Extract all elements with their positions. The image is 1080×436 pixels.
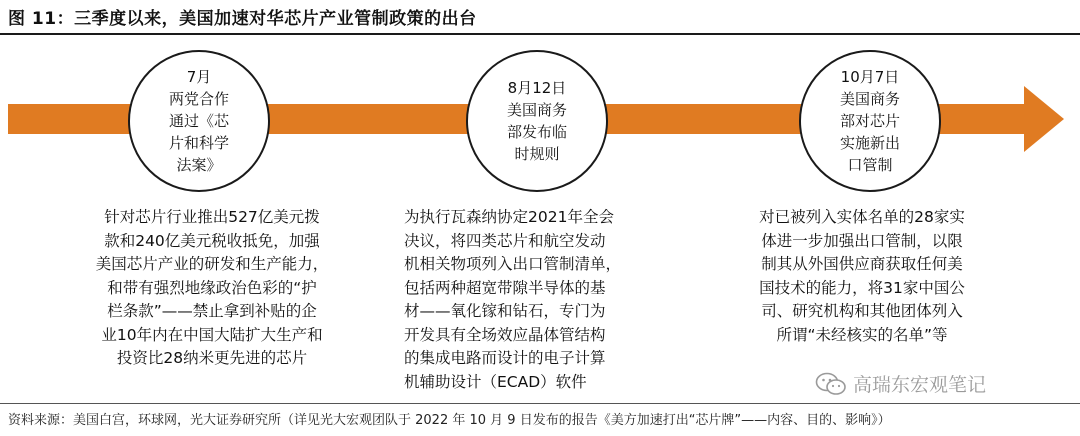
node-date: 8月12日 (507, 79, 567, 97)
timeline-node-oct-7 (799, 50, 941, 192)
timeline-arrow-head (1024, 86, 1064, 152)
node-event: 两党合作 通过《芯 片和科学 法案》 (168, 90, 229, 174)
watermark-text: 高瑞东宏观笔记 (853, 374, 987, 396)
description-july: 针对芯片行业推出527亿美元拨 款和240亿美元税收抵免，加强 美国芯片产业的研发和生产能力， 和带有强烈地缘政治色彩的“护 栏条款”——禁止拿到补贴的企 业10年内在中国大陆扩大生产和 投资比28纳米更先进的芯片 (95, 208, 329, 367)
timeline-node-july (128, 50, 270, 192)
node-date: 10月7日 (840, 68, 900, 86)
node-date: 7月 (186, 68, 212, 86)
description-oct-7: 对已被列入实体名单的28家实 体进一步加强出口管制，以限 制其从外国供应商获取任何美 国技术的能力，将31家中国公 司、研究机构和其他团体列入 所谓“未经核实的名单”等 (759, 208, 965, 344)
top-rule (0, 33, 1080, 35)
wechat-icon (815, 371, 847, 397)
node-event: 美国商务 部对芯片 实施新出 口管制 (839, 90, 900, 174)
timeline-node-aug-12 (466, 50, 608, 192)
figure-title: 图 11：三季度以来，美国加速对华芯片产业管制政策的出台 (8, 9, 477, 29)
description-aug-12: 为执行瓦森纳协定2021年全会 决议，将四类芯片和航空发动 机相关物项列入出口管制清单， 包括两种超宽带隙半导体的基 材——氧化镓和钻石，专门为 开发具有全场效应晶体管结构 的集成电路而设计的电子计算 机辅助设计（ECAD）软件 (404, 208, 622, 391)
node-event: 美国商务 部发布临 时规则 (506, 101, 567, 163)
source-note: 资料来源：美国白宫，环球网，光大证券研究所（详见光大宏观团队于 2022 年 10 月 9 日发布的报告《美方加速打出“芯片牌”——内容、目的、影响》） (8, 413, 891, 428)
bottom-rule (0, 403, 1080, 404)
watermark (815, 370, 986, 397)
